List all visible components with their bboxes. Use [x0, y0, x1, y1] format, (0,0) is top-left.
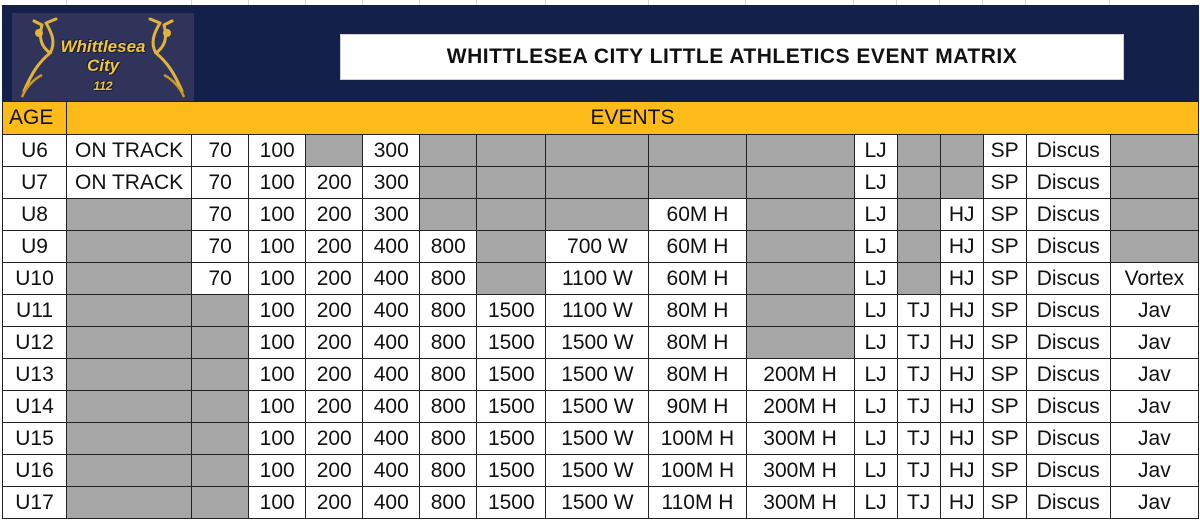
event-cell: 200 — [306, 327, 363, 359]
empty-event-cell — [67, 487, 192, 519]
empty-event-cell — [67, 423, 192, 455]
event-cell: 100 — [249, 167, 306, 199]
event-cell: 400 — [363, 231, 420, 263]
age-cell: U14 — [3, 391, 67, 423]
column-header-events: EVENTS — [67, 102, 1199, 135]
event-cell: LJ — [854, 327, 897, 359]
event-cell: LJ — [854, 135, 897, 167]
age-cell: U7 — [3, 167, 67, 199]
event-cell: TJ — [897, 359, 940, 391]
event-cell: 800 — [420, 391, 477, 423]
event-cell: 100 — [249, 295, 306, 327]
event-cell: Vortex — [1110, 263, 1198, 295]
table-row — [3, 455, 1199, 487]
event-cell: 1500 W — [546, 327, 649, 359]
event-cell: 1500 — [477, 487, 546, 519]
event-cell: 400 — [363, 423, 420, 455]
event-cell: LJ — [854, 423, 897, 455]
table-row — [3, 487, 1199, 519]
event-cell: LJ — [854, 199, 897, 231]
event-cell: 300 — [363, 199, 420, 231]
event-cell: Discus — [1026, 295, 1110, 327]
event-cell: 70 — [192, 135, 249, 167]
age-cell: U16 — [3, 455, 67, 487]
event-cell: HJ — [940, 295, 983, 327]
header-banner — [2, 5, 1199, 101]
event-cell: 800 — [420, 263, 477, 295]
event-cell: TJ — [897, 391, 940, 423]
event-cell: 80M H — [649, 327, 746, 359]
event-cell: 200 — [306, 391, 363, 423]
event-cell: 100 — [249, 263, 306, 295]
event-cell: SP — [983, 423, 1026, 455]
event-cell: 60M H — [649, 263, 746, 295]
event-cell: HJ — [940, 391, 983, 423]
event-cell: Jav — [1110, 295, 1198, 327]
event-cell: TJ — [897, 487, 940, 519]
event-cell: 200 — [306, 199, 363, 231]
logo-text: 112 — [93, 79, 113, 93]
empty-event-cell — [477, 135, 546, 167]
event-cell: Jav — [1110, 487, 1198, 519]
empty-event-cell — [306, 135, 363, 167]
event-cell: HJ — [940, 487, 983, 519]
event-cell: HJ — [940, 199, 983, 231]
event-cell: 1500 W — [546, 423, 649, 455]
table-row — [3, 359, 1199, 391]
empty-event-cell — [746, 327, 854, 359]
event-cell: 1500 — [477, 391, 546, 423]
page-title: WHITTLESEA CITY LITTLE ATHLETICS EVENT MATRIX — [340, 34, 1124, 80]
event-cell: TJ — [897, 455, 940, 487]
event-cell: 400 — [363, 295, 420, 327]
event-cell: SP — [983, 487, 1026, 519]
event-cell: 800 — [420, 487, 477, 519]
event-cell: TJ — [897, 423, 940, 455]
age-cell: U13 — [3, 359, 67, 391]
event-cell: Discus — [1026, 263, 1110, 295]
event-cell: 700 W — [546, 231, 649, 263]
event-cell: 200 — [306, 359, 363, 391]
event-cell: 800 — [420, 295, 477, 327]
table-row — [3, 391, 1199, 423]
table-row — [3, 423, 1199, 455]
event-cell: LJ — [854, 487, 897, 519]
event-cell: 80M H — [649, 359, 746, 391]
empty-event-cell — [67, 391, 192, 423]
event-cell: 100 — [249, 391, 306, 423]
event-cell: 400 — [363, 327, 420, 359]
empty-event-cell — [746, 231, 854, 263]
empty-event-cell — [649, 135, 746, 167]
event-cell: LJ — [854, 231, 897, 263]
logo-text: City — [86, 56, 120, 75]
empty-event-cell — [67, 263, 192, 295]
table-header-row — [3, 102, 1199, 135]
table-row — [3, 295, 1199, 327]
event-cell: 400 — [363, 455, 420, 487]
event-cell: 400 — [363, 391, 420, 423]
event-cell: 60M H — [649, 231, 746, 263]
empty-event-cell — [897, 199, 940, 231]
empty-event-cell — [67, 359, 192, 391]
event-cell: SP — [983, 391, 1026, 423]
event-cell: LJ — [854, 263, 897, 295]
event-cell: 300 — [363, 135, 420, 167]
event-cell: 800 — [420, 455, 477, 487]
event-cell: SP — [983, 231, 1026, 263]
empty-event-cell — [546, 135, 649, 167]
age-cell: U8 — [3, 199, 67, 231]
empty-event-cell — [1110, 167, 1198, 199]
event-cell: Jav — [1110, 423, 1198, 455]
event-cell: 1100 W — [546, 295, 649, 327]
event-cell: Discus — [1026, 327, 1110, 359]
event-cell: 100 — [249, 423, 306, 455]
event-cell: Discus — [1026, 135, 1110, 167]
event-cell: 70 — [192, 263, 249, 295]
event-cell: SP — [983, 199, 1026, 231]
event-cell: 1500 — [477, 455, 546, 487]
empty-event-cell — [940, 167, 983, 199]
event-cell: 1500 — [477, 295, 546, 327]
event-cell: 400 — [363, 359, 420, 391]
empty-event-cell — [1110, 231, 1198, 263]
event-cell: SP — [983, 135, 1026, 167]
empty-event-cell — [67, 295, 192, 327]
empty-event-cell — [192, 487, 249, 519]
empty-event-cell — [1110, 135, 1198, 167]
empty-event-cell — [477, 167, 546, 199]
empty-event-cell — [897, 135, 940, 167]
event-cell: ON TRACK — [67, 135, 192, 167]
event-cell: 300M H — [746, 423, 854, 455]
event-cell: 800 — [420, 231, 477, 263]
event-cell: 800 — [420, 423, 477, 455]
event-cell: 80M H — [649, 295, 746, 327]
age-cell: U10 — [3, 263, 67, 295]
event-cell: LJ — [854, 455, 897, 487]
event-cell: SP — [983, 455, 1026, 487]
event-cell: 300M H — [746, 455, 854, 487]
event-cell: 1500 — [477, 359, 546, 391]
event-cell: Jav — [1110, 391, 1198, 423]
age-cell: U9 — [3, 231, 67, 263]
event-cell: LJ — [854, 295, 897, 327]
event-cell: Discus — [1026, 391, 1110, 423]
empty-event-cell — [420, 199, 477, 231]
event-cell: Discus — [1026, 167, 1110, 199]
event-cell: Jav — [1110, 359, 1198, 391]
event-cell: HJ — [940, 231, 983, 263]
empty-event-cell — [897, 231, 940, 263]
event-cell: 200M H — [746, 359, 854, 391]
event-cell: Discus — [1026, 487, 1110, 519]
empty-event-cell — [649, 167, 746, 199]
event-cell: SP — [983, 359, 1026, 391]
event-cell: 100 — [249, 199, 306, 231]
event-cell: SP — [983, 327, 1026, 359]
event-cell: LJ — [854, 391, 897, 423]
event-cell: 100 — [249, 487, 306, 519]
table-row — [3, 199, 1199, 231]
event-cell: HJ — [940, 423, 983, 455]
age-cell: U6 — [3, 135, 67, 167]
empty-event-cell — [746, 295, 854, 327]
event-cell: 200 — [306, 295, 363, 327]
empty-event-cell — [67, 327, 192, 359]
event-cell: 200 — [306, 263, 363, 295]
event-cell: 800 — [420, 359, 477, 391]
event-cell: Jav — [1110, 455, 1198, 487]
event-cell: 1500 W — [546, 487, 649, 519]
event-matrix-table — [2, 101, 1199, 519]
empty-event-cell — [420, 167, 477, 199]
column-header-age: AGE — [3, 102, 67, 135]
event-cell: Jav — [1110, 327, 1198, 359]
event-cell: 90M H — [649, 391, 746, 423]
event-cell: Discus — [1026, 359, 1110, 391]
event-cell: 800 — [420, 327, 477, 359]
event-cell: 300M H — [746, 487, 854, 519]
event-cell: 70 — [192, 167, 249, 199]
table-row — [3, 167, 1199, 199]
event-cell: 1100 W — [546, 263, 649, 295]
empty-event-cell — [897, 167, 940, 199]
event-cell: Discus — [1026, 231, 1110, 263]
logo-text: Whittlesea — [60, 37, 146, 56]
event-cell: 400 — [363, 487, 420, 519]
empty-event-cell — [940, 135, 983, 167]
table-row — [3, 231, 1199, 263]
event-cell: HJ — [940, 455, 983, 487]
event-cell: LJ — [854, 359, 897, 391]
event-cell: 100 — [249, 359, 306, 391]
empty-event-cell — [746, 135, 854, 167]
table-row — [3, 135, 1199, 167]
event-cell: HJ — [940, 327, 983, 359]
event-cell: 200 — [306, 455, 363, 487]
table-row — [3, 263, 1199, 295]
event-cell: 200 — [306, 231, 363, 263]
empty-event-cell — [477, 231, 546, 263]
empty-event-cell — [67, 455, 192, 487]
event-cell: 100M H — [649, 455, 746, 487]
age-cell: U17 — [3, 487, 67, 519]
event-cell: HJ — [940, 263, 983, 295]
event-cell: TJ — [897, 327, 940, 359]
event-cell: 100 — [249, 455, 306, 487]
event-cell: 1500 — [477, 327, 546, 359]
event-cell: 100 — [249, 327, 306, 359]
event-cell: 60M H — [649, 199, 746, 231]
empty-event-cell — [192, 423, 249, 455]
empty-event-cell — [746, 263, 854, 295]
age-cell: U15 — [3, 423, 67, 455]
table-row — [3, 327, 1199, 359]
club-logo — [12, 13, 194, 101]
event-cell: 200 — [306, 423, 363, 455]
event-cell: Discus — [1026, 455, 1110, 487]
event-cell: 1500 W — [546, 455, 649, 487]
event-cell: 200 — [306, 167, 363, 199]
empty-event-cell — [546, 199, 649, 231]
event-cell: 1500 W — [546, 359, 649, 391]
empty-event-cell — [546, 167, 649, 199]
empty-event-cell — [192, 455, 249, 487]
empty-event-cell — [746, 199, 854, 231]
event-cell: 100 — [249, 135, 306, 167]
event-cell: 70 — [192, 199, 249, 231]
event-cell: 1500 — [477, 423, 546, 455]
event-cell: SP — [983, 167, 1026, 199]
age-cell: U11 — [3, 295, 67, 327]
event-cell: 400 — [363, 263, 420, 295]
event-cell: LJ — [854, 167, 897, 199]
event-cell: HJ — [940, 359, 983, 391]
empty-event-cell — [746, 167, 854, 199]
empty-event-cell — [192, 295, 249, 327]
empty-event-cell — [477, 263, 546, 295]
event-cell: SP — [983, 263, 1026, 295]
event-cell: 300 — [363, 167, 420, 199]
event-cell: 200 — [306, 487, 363, 519]
event-cell: TJ — [897, 295, 940, 327]
event-cell: 1500 W — [546, 391, 649, 423]
event-cell: ON TRACK — [67, 167, 192, 199]
event-cell: 100 — [249, 231, 306, 263]
event-cell: Discus — [1026, 199, 1110, 231]
event-cell: SP — [983, 295, 1026, 327]
event-cell: 70 — [192, 231, 249, 263]
empty-event-cell — [67, 231, 192, 263]
empty-event-cell — [192, 327, 249, 359]
empty-event-cell — [192, 391, 249, 423]
empty-event-cell — [67, 199, 192, 231]
event-cell: 200M H — [746, 391, 854, 423]
empty-event-cell — [477, 199, 546, 231]
age-cell: U12 — [3, 327, 67, 359]
event-cell: 100M H — [649, 423, 746, 455]
empty-event-cell — [192, 359, 249, 391]
empty-event-cell — [1110, 199, 1198, 231]
empty-event-cell — [897, 263, 940, 295]
event-cell: Discus — [1026, 423, 1110, 455]
empty-event-cell — [420, 135, 477, 167]
event-cell: 110M H — [649, 487, 746, 519]
